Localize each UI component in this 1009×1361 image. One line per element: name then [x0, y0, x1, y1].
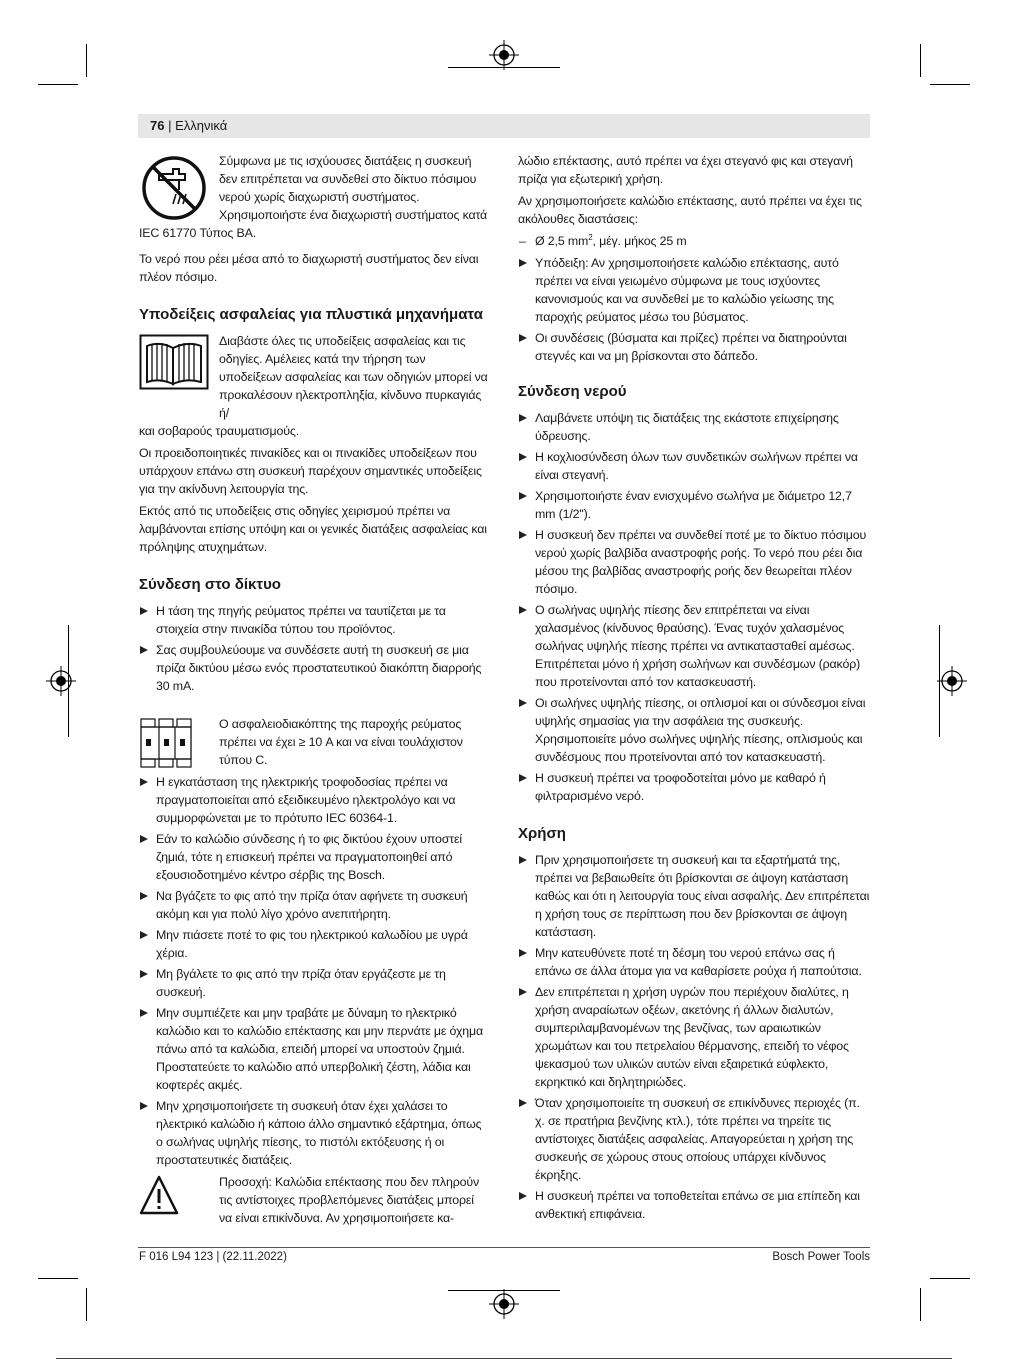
bullet-arrow-icon	[519, 1192, 527, 1200]
ext-cable-list	[518, 254, 870, 365]
circuit-breaker-icon	[139, 717, 209, 769]
list-item	[139, 773, 489, 827]
mains-list-a	[139, 602, 489, 695]
read-manual-note	[139, 332, 489, 422]
bullet-arrow-icon	[140, 1009, 148, 1017]
section-title-safety: Υποδείξεις ασφαλείας για πλυστικά μηχανήματα	[139, 306, 483, 323]
use-list	[518, 851, 870, 1223]
crop-mark	[38, 84, 78, 85]
bullet-arrow-icon	[140, 778, 148, 786]
list-item	[518, 409, 870, 445]
bullet-arrow-icon	[519, 334, 527, 342]
dash-bullet: –	[519, 234, 526, 248]
list-item-text: Η εγκατάσταση της ηλεκτρικής τροφοδοσίας πρέπει να πραγματοποιείται από εξειδικευμένο ηλεκτρολόγο και να συμμορφώνεται με το πρότυπο IEC 60364-1.	[156, 775, 456, 825]
footer-brand: Bosch Power Tools	[772, 1251, 870, 1263]
bottom-rule	[56, 1358, 952, 1359]
list-item	[518, 601, 870, 691]
crop-mark	[86, 1288, 87, 1321]
list-item-text: Όταν χρησιμοποιείτε τη συσκευή σε επικίνδυνες περιοχές (π. χ. σε πρατήρια βενζίνης κτλ.), τότε πρέπει να τηρείτε τις αντίστοιχες διατάξεις ασφαλείας. Απαγορεύεται η χρήση της συσκευής σε χώρους στους οποίους υπάρχει κίνδυνος έκρηξης.	[535, 1096, 860, 1182]
bullet-arrow-icon	[519, 531, 527, 539]
list-item	[518, 1187, 870, 1223]
list-item-text: Μην πιάσετε ποτέ το φις του ηλεκτρικού καλωδίου με υγρά χέρια.	[156, 928, 468, 960]
crop-mark	[930, 84, 970, 85]
registration-mark-icon	[937, 666, 967, 696]
list-item-text: Μην κατευθύνετε ποτέ τη δέσμη του νερού επάνω σας ή επάνω σε άλλα άτομα για να καθαρίσετε ρούχα ή παπούτσια.	[535, 946, 862, 978]
bullet-arrow-icon	[140, 607, 148, 615]
list-item	[518, 448, 870, 484]
water-note-text: Σύμφωνα με τις ισχύουσες διατάξεις η συσκευή δεν επιτρέπεται να συνδεθεί στο δίκτυο πόσιμου νερού χωρίς διαχωριστή συστήματος. Χρησιμοποιήστε ένα διαχωριστή συστήματος κατά	[219, 154, 488, 222]
list-item-text: Δεν επιτρέπεται η χρήση υγρών που περιέχουν διαλύτες, η χρήση αναραίωτων οξέων, ακετόνης ή άλλων διαλυτών, συμπεριλαμβανομένων της βενζίνας, των αραιωτικών χρωμάτων και του πετρελαίου θέρμανσης, επειδή το νέφος ψεκασμού των υλικών αυτών είναι εξαιρετικά εύφλεκτο, εκρηκτικό και δηλητηριώδες.	[535, 985, 849, 1089]
bullet-arrow-icon	[140, 892, 148, 900]
water-note	[139, 152, 489, 224]
bullet-arrow-icon	[140, 646, 148, 654]
list-item	[139, 641, 489, 695]
list-item	[518, 526, 870, 598]
crop-mark	[920, 1288, 921, 1321]
left-column	[139, 152, 489, 1229]
list-item-text: Χρησιμοποιήστε έναν ενισχυμένο σωλήνα με διάμετρο 12,7 mm (1/2").	[535, 489, 852, 521]
list-item-text: Η συσκευή πρέπει να τροφοδοτείται μόνο με καθαρό ή φιλτραρισμένο νερό.	[535, 771, 826, 803]
list-item	[139, 830, 489, 884]
list-item-text: Ο σωλήνας υψηλής πίεσης δεν επιτρέπεται να είναι χαλασμένος (κίνδυνος θραύσης). Ένας τυχόν χαλασμένος σωλήνας υψηλής πίεσης πρέπει να αντικατασταθεί αμέσως. Επιτρέπεται μόνο ή χρήση σωλήνων και συνδέσμων (ρακόρ) που προτείνονται από τον κατασκευαστή.	[535, 603, 861, 689]
ext-cable-intro: Αν χρησιμοποιήσετε καλώδιο επέκτασης, αυτό πρέπει να έχει τις ακόλουθες διαστάσεις:	[518, 194, 862, 226]
bullet-arrow-icon	[519, 856, 527, 864]
crop-mark	[86, 44, 87, 77]
list-item	[518, 983, 870, 1091]
list-item-text: Μην χρησιμοποιήσετε τη συσκευή όταν έχει χαλάσει το ηλεκτρικό καλώδιο ή κάποιο άλλο σημαντικό εξάρτημα, όπως ο σωλήνας υψηλής πίεσης, το πιστόλι εκτόξευσης ή οι προστατευτικές διατάξεις.	[156, 1099, 482, 1167]
list-item-text: Οι σωλήνες υψηλής πίεσης, οι οπλισμοί και οι σύνδεσμοι είναι υψηλής σημασίας για την ασφάλεια της συσκευής. Χρησιμοποιείτε μόνο σωλήνες υψηλής πίεσης, οπλισμούς και συνδέσμους που προτείνονται από τον κατασκευαστή.	[535, 696, 866, 764]
breaker-note	[139, 715, 489, 771]
ext-dim-b: , μέγ. μήκος 25 m	[592, 234, 687, 248]
list-item	[518, 487, 870, 523]
list-item-text: Λαμβάνετε υπόψη τις διατάξεις της εκάστοτε επιχείρησης ύδρευσης.	[535, 411, 839, 443]
list-item	[139, 965, 489, 1001]
list-item	[139, 926, 489, 962]
bullet-arrow-icon	[140, 1102, 148, 1110]
list-item	[518, 944, 870, 980]
list-item-text: Να βγάζετε το φις από την πρίζα όταν αφήνετε τη συσκευή ακόμη και για πολύ λίγο χρόνο ανεπιτήρητη.	[156, 889, 468, 921]
registration-mark-icon	[489, 40, 519, 70]
list-item-text: Μη βγάλετε το φις από την πρίζα όταν εργάζεστε με τη συσκευή.	[156, 967, 446, 999]
header-language: Ελληνικά	[175, 118, 228, 133]
read-manual-text: Διαβάστε όλες τις υποδείξεις ασφαλείας και τις οδηγίες. Αμέλειες κατά την τήρηση των υποδείξεων ασφαλείας και των οδηγιών μπορεί να προκαλέσουν ηλεκτροπληξία, κίνδυνο πυρκαγιάς ή/	[219, 334, 488, 420]
bullet-arrow-icon	[519, 492, 527, 500]
bullet-arrow-icon	[519, 699, 527, 707]
list-item	[139, 1004, 489, 1094]
list-item-text: Μην συμπιέζετε και μην τραβάτε με δύναμη το ηλεκτρικό καλώδιο και το καλώδιο επέκτασης και μην περνάτε με όχημα πάνω από τα καλώδια, επειδή μπορεί να υποστούν ζημιά. Προστατεύετε το καλώδιο από υπερβολική ζέστη, λάδια και κοφτερές ακμές.	[156, 1006, 484, 1092]
bullet-arrow-icon	[519, 259, 527, 267]
safety-paragraph-2: Εκτός από τις υποδείξεις στις οδηγίες χειρισμού πρέπει να λαμβάνονται επίσης υπόψη και οι γενικές διατάξεις ασφαλείας και πρόληψης ατυχημάτων.	[139, 504, 487, 554]
mains-list-b	[139, 773, 489, 1169]
ext-dim-sup: 2	[588, 232, 593, 242]
list-item-text: Η συσκευή πρέπει να τοποθετείται επάνω σε μια επίπεδη και ανθεκτική επιφάνεια.	[535, 1189, 860, 1221]
read-manual-icon	[139, 334, 209, 390]
safety-paragraph-1: Οι προειδοποιητικές πινακίδες και οι πινακίδες υποδείξεων που υπάρχουν επάνω στη συσκευή παρέχουν σημαντικές υποδείξεις για την ακίνδυνη λειτουργία της.	[139, 446, 482, 496]
ext-dim-a: Ø 2,5 mm	[535, 234, 589, 248]
list-item	[139, 1097, 489, 1169]
list-item-text: Οι συνδέσεις (βύσματα και πρίζες) πρέπει να διατηρούνται στεγνές και να μη βρίσκονται στο δάπεδο.	[535, 331, 847, 363]
list-item-text: Η συσκευή δεν πρέπει να συνδεθεί ποτέ με το δίκτυο πόσιμου νερού χωρίς βαλβίδα αναστροφής ροής. Το νερό που ρέει δια μέσου της βαλβίδας αναστροφής ροής δεν θεωρείται πλέον πόσιμο.	[535, 528, 867, 596]
bullet-arrow-icon	[140, 970, 148, 978]
header-separator: |	[164, 118, 176, 133]
list-item	[518, 1094, 870, 1184]
list-item-text: Πριν χρησιμοποιήσετε τη συσκευή και τα εξαρτήματά της, πρέπει να βεβαιωθείτε ότι βρίσκονται σε άψογη κατάσταση καθώς και ότι η λειτουργία τους είναι ασφαλής. Δεν επιτρέπεται η χρήση τους σε περίπτωση που δεν βρίσκονται σε άψογη κατάσταση.	[535, 853, 870, 939]
list-item-text: Υπόδειξη: Αν χρησιμοποιήσετε καλώδιο επέκτασης, αυτό πρέπει να είναι γειωμένο σύμφωνα με τους ισχύοντες κανονισμούς και να συνδεθεί με το καλώδιο γείωσης της παροχής ρεύματος μέσω του βύσματος.	[535, 256, 839, 324]
ext-cable-continued: λώδιο επέκτασης, αυτό πρέπει να έχει στεγανό φις και στεγανή πρίζα για εξωτερική χρήση.	[518, 154, 853, 186]
breaker-text: Ο ασφαλειοδιακόπτης της παροχής ρεύματος πρέπει να έχει ≥ 10 A και να είναι τουλάχιστον τύπου C.	[219, 717, 463, 767]
right-column	[518, 152, 870, 1226]
bullet-arrow-icon	[140, 835, 148, 843]
list-item	[518, 329, 870, 365]
water-note-tail: IEC 61770 Τύπος BA.	[139, 226, 257, 240]
crop-mark	[38, 1278, 78, 1279]
section-title-mains: Σύνδεση στο δίκτυο	[139, 576, 281, 593]
list-item	[518, 769, 870, 805]
list-item	[518, 851, 870, 941]
footer-rule	[138, 1247, 870, 1248]
list-item	[139, 602, 489, 638]
list-item	[518, 254, 870, 326]
crop-mark	[920, 44, 921, 77]
ext-cable-dimension	[518, 232, 870, 250]
water-list	[518, 409, 870, 805]
bullet-arrow-icon	[519, 606, 527, 614]
bullet-arrow-icon	[519, 774, 527, 782]
footer-doc-id: F 016 L94 123 | (22.11.2022)	[139, 1251, 287, 1263]
bullet-arrow-icon	[519, 949, 527, 957]
caution-text: Προσοχή: Καλώδια επέκτασης που δεν πληρούν τις αντίστοιχες προβλεπόμενες διατάξεις μπορεί να είναι επικίνδυνα. Αν χρησιμοποιήσετε κα-	[219, 1175, 480, 1225]
bullet-arrow-icon	[519, 1099, 527, 1107]
list-item-text: Η τάση της πηγής ρεύματος πρέπει να ταυτίζεται με τα στοιχεία στην πινακίδα τύπου του προϊόντος.	[156, 604, 446, 636]
bullet-arrow-icon	[519, 988, 527, 996]
bullet-arrow-icon	[519, 414, 527, 422]
caution-note	[139, 1173, 489, 1227]
bullet-arrow-icon	[140, 931, 148, 939]
list-item	[139, 887, 489, 923]
read-manual-tail: και σοβαρούς τραυματισμούς.	[139, 424, 300, 438]
section-title-use: Χρήση	[518, 825, 566, 842]
list-item-text: Εάν το καλώδιο σύνδεσης ή το φις δικτύου έχουν υποστεί ζημιά, τότε η επισκευή πρέπει να πραγματοποιηθεί από εξουσιοδοτημένο κέντρο σέρβις της Bosch.	[156, 832, 462, 882]
list-item-text: Η κοχλιοσύνδεση όλων των συνδετικών σωλήνων πρέπει να είναι στεγανή.	[535, 450, 858, 482]
list-item-text: Σας συμβουλεύουμε να συνδέσετε αυτή τη συσκευή σε μια πρίζα δικτύου μέσω ενός προστατευτικού διακόπτη διαρροής 30 mA.	[156, 643, 482, 693]
section-title-water: Σύνδεση νερού	[518, 383, 627, 400]
registration-mark-icon	[489, 1289, 519, 1319]
list-item	[518, 694, 870, 766]
no-drinking-water-icon	[139, 154, 209, 222]
warning-triangle-icon	[139, 1175, 209, 1221]
page-header	[138, 114, 870, 138]
bullet-arrow-icon	[519, 453, 527, 461]
registration-mark-icon	[46, 666, 76, 696]
page-number: 76	[150, 118, 165, 133]
crop-mark	[930, 1278, 970, 1279]
water-note-after: Το νερό που ρέει μέσα από το διαχωριστή συστήματος δεν είναι πλέον πόσιμο.	[139, 252, 479, 284]
